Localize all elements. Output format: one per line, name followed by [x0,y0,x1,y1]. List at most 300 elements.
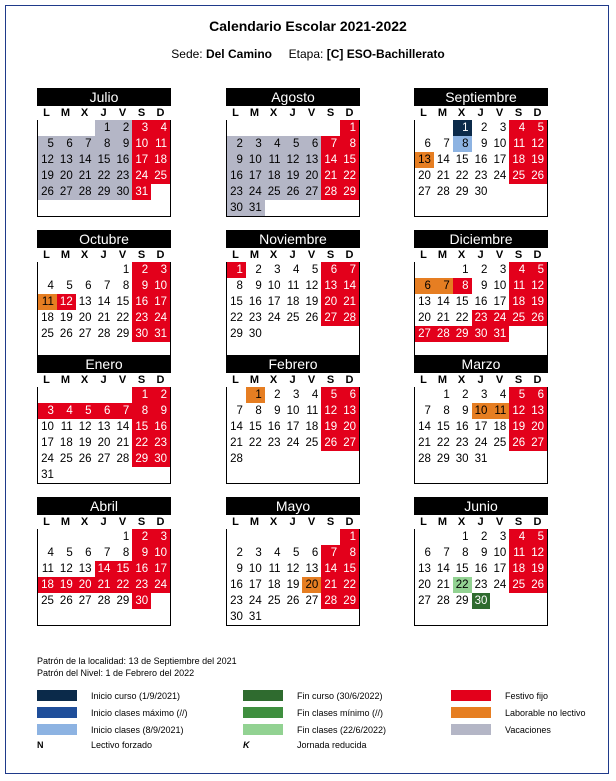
day-cell: 24 [493,579,507,591]
day-cell: 14 [321,561,340,577]
month-days [226,120,360,217]
legend-swatch [243,690,283,701]
day-cell: 13 [418,563,431,575]
day-cell: 21 [436,579,450,591]
day-cell: 7 [236,405,243,417]
week-row [415,278,547,294]
empty-cell [57,262,76,278]
month-title: Diciembre [414,230,548,248]
legend-swatch [451,707,491,718]
note-localidad: Patrón de la localidad: 13 de Septiembre del 2021 [37,656,237,666]
legend-inicio-clases-max [37,707,188,718]
day-cell: 29 [340,184,359,200]
day-cell: 6 [95,403,114,419]
weekday-label: D [345,107,354,119]
day-cell: 17 [41,437,54,449]
weekday-label: V [495,516,504,528]
day-cell: 1 [246,387,265,403]
day-cell: 25 [59,453,73,465]
weekday-row [226,515,360,529]
day-cell: 13 [305,563,319,575]
empty-cell [132,467,151,483]
day-cell: 2 [481,264,488,276]
day-cell: 1 [340,120,359,136]
legend-key: N [37,740,44,750]
month-title: Febrero [226,355,360,373]
week-row [38,419,170,435]
day-cell: 6 [311,547,319,559]
day-cell: 29 [230,328,243,340]
day-cell: 9 [255,280,262,292]
week-row [38,467,170,483]
legend-vacaciones [451,724,551,735]
empty-cell [132,609,151,625]
month-days [37,387,171,484]
empty-cell [227,529,246,545]
day-cell: 2 [481,122,488,134]
day-cell: 28 [116,453,130,465]
day-cell: 24 [132,168,151,184]
day-cell: 2 [113,120,132,136]
day-cell: 11 [287,280,300,292]
empty-cell [151,184,170,200]
day-cell: 20 [57,168,76,184]
day-cell: 22 [453,577,472,593]
day-cell: 7 [443,138,450,150]
day-cell: 25 [493,437,507,449]
legend-label: Fin clases (22/6/2022) [297,724,387,735]
day-cell: 4 [265,136,284,152]
week-row [227,435,359,451]
weekday-label: V [495,249,504,261]
day-cell: 13 [418,296,431,308]
week-row [415,136,547,152]
day-cell: 29 [453,326,472,342]
month-days [414,262,548,359]
empty-cell [284,609,303,625]
empty-cell [38,609,57,625]
weekday-label: X [457,249,466,261]
day-cell: 11 [509,136,528,152]
week-row [227,529,359,545]
day-cell: 18 [267,579,281,591]
day-cell: 15 [248,421,262,433]
day-cell: 5 [38,136,57,152]
week-row [415,561,547,577]
weekday-label: S [326,374,335,386]
day-cell: 16 [132,561,151,577]
day-cell: 26 [78,453,92,465]
empty-cell [95,200,114,216]
empty-cell [434,200,453,216]
weekday-label: M [249,374,260,386]
day-cell: 12 [509,403,528,419]
day-cell: 22 [248,437,262,449]
empty-cell [57,529,76,545]
day-cell: 16 [474,296,488,308]
day-cell: 12 [528,545,547,561]
empty-cell [528,467,547,483]
legend-jornada [243,740,367,750]
empty-cell [415,529,434,545]
day-cell: 23 [227,184,246,200]
day-cell: 14 [436,563,450,575]
week-row [227,403,359,419]
day-cell: 24 [151,577,170,593]
weekday-label: X [269,249,278,261]
week-row [38,168,170,184]
day-cell: 22 [132,435,151,451]
day-cell: 19 [321,419,340,435]
day-cell: 21 [340,294,359,310]
week-row [227,184,359,200]
day-cell: 23 [455,437,469,449]
day-cell: 28 [436,595,450,607]
legend-label: Vacaciones [505,724,551,735]
empty-cell [57,200,76,216]
empty-cell [434,262,453,278]
legend-label: Festivo fijo [505,690,549,701]
day-cell: 25 [305,437,319,449]
week-row [227,419,359,435]
day-cell: 12 [57,294,76,310]
legend-label: Inicio clases máximo (//) [91,707,188,718]
weekday-label: L [232,107,239,119]
week-row [227,120,359,136]
empty-cell [284,529,303,545]
day-cell: 30 [455,453,469,465]
day-cell: 8 [122,280,130,292]
day-cell: 28 [434,326,453,342]
weekday-label: J [100,249,107,261]
month-diciembre [414,230,548,359]
day-cell: 15 [230,296,243,308]
day-cell: 15 [455,563,469,575]
weekday-label: L [420,107,427,119]
week-row [415,609,547,625]
day-cell: 21 [436,170,450,182]
legend-swatch [451,724,491,735]
weekday-label: S [137,249,146,261]
day-cell: 26 [286,595,300,607]
day-cell: 18 [509,152,528,168]
day-cell: 24 [246,184,265,200]
empty-cell [321,326,340,342]
day-cell: 20 [76,577,95,593]
weekday-label: M [249,516,260,528]
day-cell: 6 [340,387,359,403]
day-cell: 11 [41,563,54,575]
day-cell: 22 [95,168,114,184]
day-cell: 1 [122,264,130,276]
empty-cell [321,467,340,483]
day-cell: 15 [455,154,469,166]
day-cell: 1 [340,529,359,545]
week-row [227,577,359,593]
month-days [414,120,548,217]
day-cell: 23 [132,577,151,593]
day-cell: 10 [246,152,265,168]
empty-cell [76,262,95,278]
day-cell: 5 [76,403,95,419]
day-cell: 13 [78,563,92,575]
empty-cell [265,529,284,545]
day-cell: 15 [132,419,151,435]
weekday-row [37,248,171,262]
week-row [415,403,547,419]
empty-cell [284,467,303,483]
weekday-label: V [307,249,316,261]
legend-key: K [243,740,250,750]
day-cell: 4 [151,120,170,136]
day-cell: 25 [509,168,528,184]
day-cell: 11 [60,421,73,433]
day-cell: 31 [490,326,509,342]
day-cell: 12 [78,421,92,433]
day-cell: 19 [528,561,547,577]
page-title: Calendario Escolar 2021-2022 [209,18,407,34]
day-cell: 10 [151,545,170,561]
weekday-label: D [156,516,165,528]
day-cell: 16 [230,579,243,591]
day-cell: 26 [321,435,340,451]
month-title: Abril [37,497,171,515]
day-cell: 29 [436,453,450,465]
weekday-label: S [137,374,146,386]
week-row [38,262,170,278]
day-cell: 1 [443,389,450,401]
month-enero [37,355,171,484]
day-cell: 14 [230,421,243,433]
empty-cell [509,200,528,216]
week-row [38,435,170,451]
day-cell: 12 [528,136,547,152]
weekday-label: D [345,374,354,386]
month-title: Agosto [226,88,360,106]
day-cell: 30 [248,328,262,340]
day-cell: 10 [493,547,507,559]
empty-cell [415,467,434,483]
week-row [38,451,170,467]
weekday-label: D [345,516,354,528]
day-cell: 30 [132,326,151,342]
week-row [227,387,359,403]
day-cell: 17 [474,421,488,433]
month-title: Mayo [226,497,360,515]
weekday-label: M [437,374,448,386]
day-cell: 14 [95,561,114,577]
weekday-label: L [420,516,427,528]
day-cell: 16 [227,168,246,184]
day-cell: 13 [57,152,76,168]
legend-swatch [451,690,491,701]
day-cell: 22 [113,577,132,593]
week-row [38,609,170,625]
day-cell: 30 [227,200,246,216]
day-cell: 6 [528,387,547,403]
week-row [38,152,170,168]
day-cell: 5 [66,547,73,559]
day-cell: 19 [59,312,73,324]
day-cell: 28 [340,310,359,326]
month-title: Octubre [37,230,171,248]
legend-label: Fin clases mínimo (//) [297,707,384,718]
weekday-label: V [118,374,127,386]
week-row [415,451,547,467]
week-row [227,326,359,342]
day-cell: 17 [151,561,170,577]
day-cell: 16 [474,563,488,575]
weekday-label: V [495,374,504,386]
weekday-label: D [533,374,542,386]
day-cell: 16 [248,296,262,308]
day-cell: 20 [340,419,359,435]
day-cell: 6 [57,136,76,152]
day-cell: 23 [267,437,281,449]
empty-cell [340,467,359,483]
week-row [415,387,547,403]
legend-label: Laborable no lectivo [505,707,586,718]
empty-cell [113,467,132,483]
day-cell: 21 [76,168,95,184]
day-cell: 31 [41,469,54,481]
empty-cell [509,593,528,609]
day-cell: 9 [481,547,488,559]
etapa-label: Etapa: [288,47,324,61]
weekday-row [37,373,171,387]
day-cell: 2 [227,136,246,152]
empty-cell [302,120,321,136]
empty-cell [57,120,76,136]
day-cell: 19 [528,152,547,168]
empty-cell [113,387,132,403]
day-cell: 8 [132,403,151,419]
empty-cell [265,120,284,136]
weekday-label: D [156,107,165,119]
weekday-label: L [43,374,50,386]
week-row [227,310,359,326]
day-cell: 30 [113,184,132,200]
empty-cell [302,609,321,625]
day-cell: 8 [453,278,472,294]
empty-cell [113,200,132,216]
weekday-row [226,248,360,262]
day-cell: 20 [78,312,92,324]
weekday-label: L [232,374,239,386]
day-cell: 27 [302,184,321,200]
legend-label: Fin curso (30/6/2022) [297,690,383,701]
day-cell: 9 [274,405,281,417]
day-cell: 22 [455,312,469,324]
empty-cell [57,467,76,483]
day-cell: 13 [415,152,434,168]
weekday-label: L [420,249,427,261]
week-row [227,609,359,625]
weekday-label: X [457,516,466,528]
week-row [38,387,170,403]
day-cell: 26 [528,168,547,184]
weekday-label: M [249,249,260,261]
weekday-label: X [80,374,89,386]
month-days [226,529,360,626]
day-cell: 31 [246,200,265,216]
empty-cell [490,200,509,216]
day-cell: 13 [302,152,321,168]
empty-cell [453,200,472,216]
month-marzo [414,355,548,484]
week-row [38,200,170,216]
day-cell: 4 [509,120,528,136]
empty-cell [528,326,547,342]
month-febrero [226,355,360,484]
empty-cell [284,451,303,467]
day-cell: 3 [151,529,170,545]
day-cell: 27 [305,595,319,607]
day-cell: 3 [132,120,151,136]
day-cell: 17 [132,152,151,168]
empty-cell [528,451,547,467]
day-cell: 28 [97,328,111,340]
week-row [227,561,359,577]
week-row [38,561,170,577]
day-cell: 31 [151,326,170,342]
empty-cell [453,609,472,625]
day-cell: 13 [340,403,359,419]
weekday-label: L [232,249,239,261]
empty-cell [321,529,340,545]
empty-cell [265,451,284,467]
day-cell: 25 [41,328,54,340]
day-cell: 4 [311,389,319,401]
day-cell: 20 [418,579,431,591]
weekday-label: S [137,516,146,528]
day-cell: 12 [59,563,73,575]
day-cell: 23 [474,170,488,182]
empty-cell [302,451,321,467]
day-cell: 16 [132,294,151,310]
day-cell: 22 [436,437,450,449]
day-cell: 23 [472,310,491,326]
day-cell: 6 [415,278,434,294]
day-cell: 24 [41,453,54,465]
day-cell: 11 [38,294,57,310]
day-cell: 17 [248,579,262,591]
day-cell: 28 [97,595,111,607]
empty-cell [38,529,57,545]
month-days [37,120,171,217]
weekday-label: V [118,516,127,528]
empty-cell [321,200,340,216]
month-title: Enero [37,355,171,373]
day-cell: 6 [321,262,340,278]
weekday-label: J [289,516,296,528]
day-cell: 27 [528,435,547,451]
weekday-row [414,248,548,262]
day-cell: 6 [424,547,431,559]
weekday-label: S [326,107,335,119]
weekday-row [414,515,548,529]
legend-lectivo-forzado [37,740,152,750]
day-cell: 10 [286,405,300,417]
day-cell: 19 [284,168,303,184]
empty-cell [76,529,95,545]
day-cell: 14 [418,421,431,433]
day-cell: 3 [274,264,281,276]
weekday-label: L [43,107,50,119]
weekday-label: J [289,107,296,119]
day-cell: 5 [509,387,528,403]
day-cell: 19 [38,168,57,184]
